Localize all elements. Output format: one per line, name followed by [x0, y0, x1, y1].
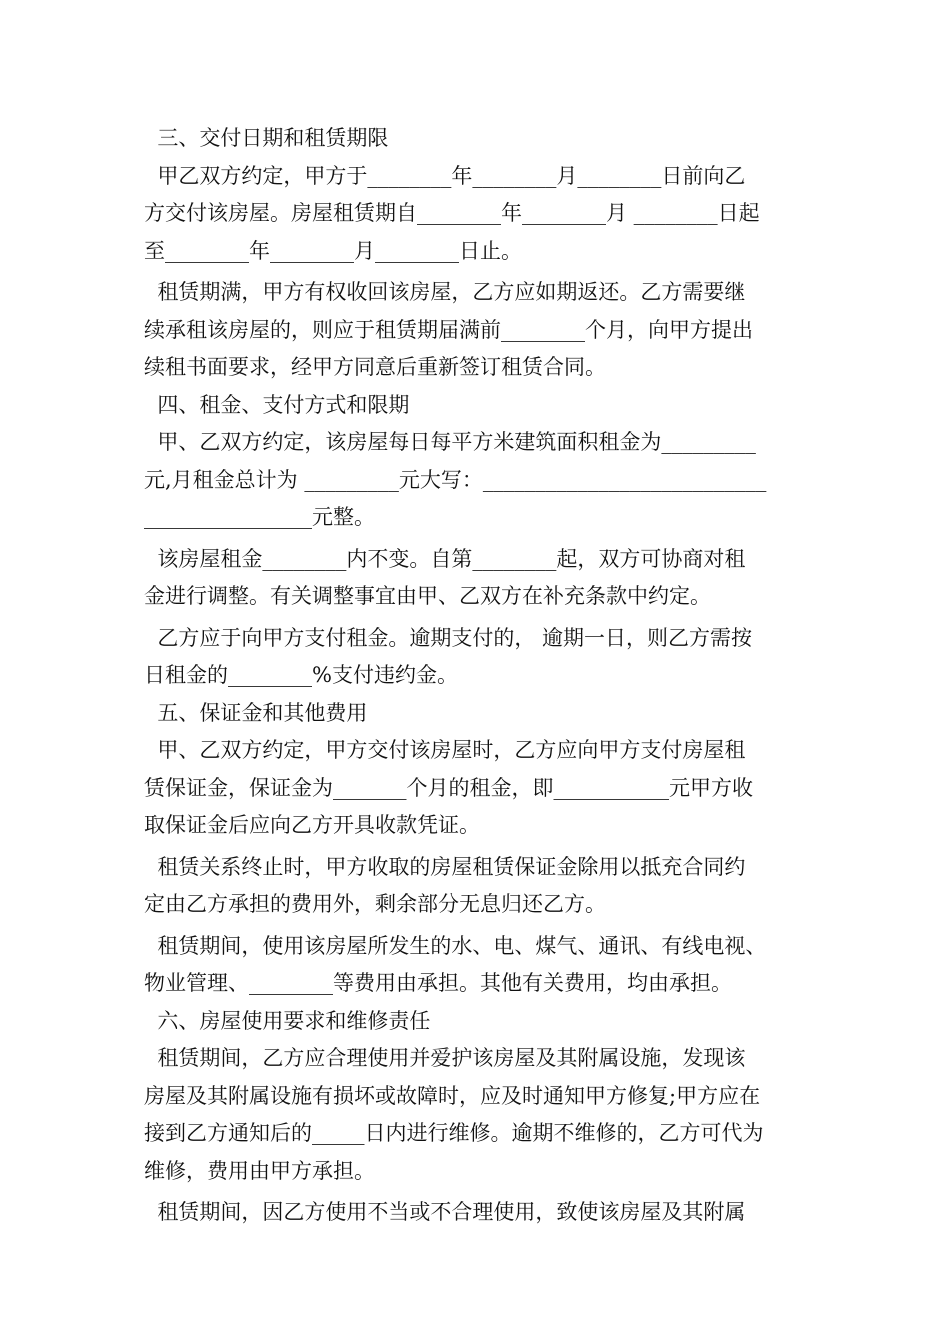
- paragraph-line: 该房屋租金________内不变。自第________起，双方可协商对租: [144, 546, 746, 571]
- paragraph-line: 租赁期间，使用该房屋所发生的水、电、煤气、通讯、有线电视、: [144, 933, 767, 958]
- paragraph-line: 至________年________月________日止。: [144, 238, 522, 263]
- section-heading-5: 五、保证金和其他费用: [144, 700, 368, 725]
- paragraph-line: 甲、乙双方约定，该房屋每日每平方米建筑面积租金为_________: [144, 430, 756, 454]
- paragraph-line: 金进行调整。有关调整事宜由甲、乙双方在补充条款中约定。: [144, 584, 711, 608]
- document-body: [144, 120, 812, 1232]
- section-heading-6: 六、房屋使用要求和维修责任: [144, 1008, 431, 1033]
- paragraph-line: 维修，费用由甲方承担。: [144, 1158, 375, 1183]
- paragraph-line: 租赁关系终止时，甲方收取的房屋租赁保证金除用以抵充合同约: [144, 854, 746, 879]
- paragraph-line: 租赁期间，因乙方使用不当或不合理使用，致使该房屋及其附属: [144, 1200, 746, 1224]
- paragraph-line: 租赁期间，乙方应合理使用并爱护该房屋及其附属设施，发现该: [144, 1046, 746, 1070]
- paragraph-line: 物业管理、________等费用由承担。其他有关费用，均由承担。: [144, 971, 732, 995]
- section-heading-4: 四、租金、支付方式和限期: [144, 392, 410, 417]
- paragraph-line: 乙方应于向甲方支付租金。逾期支付的， 逾期一日，则乙方需按: [144, 625, 753, 650]
- paragraph-line: 续租书面要求，经甲方同意后重新签订租赁合同。: [144, 355, 606, 379]
- paragraph-line: 接到乙方通知后的_____日内进行维修。逾期不维修的，乙方可代为: [144, 1121, 764, 1145]
- paragraph-line: 定由乙方承担的费用外，剩余部分无息归还乙方。: [144, 892, 606, 916]
- paragraph-line: 续承租该房屋的，则应于租赁期届满前________个月，向甲方提出: [144, 317, 753, 342]
- paragraph-line: 甲乙双方约定，甲方于________年________月________日前向乙: [144, 163, 746, 188]
- paragraph-line: 房屋及其附属设施有损坏或故障时，应及时通知甲方修复;甲方应在: [144, 1083, 761, 1108]
- paragraph-line: ________________元整。: [144, 505, 375, 529]
- paragraph-line: 甲、乙双方约定，甲方交付该房屋时，乙方应向甲方支付房屋租: [144, 738, 746, 762]
- paragraph-line: 取保证金后应向乙方开具收款凭证。: [144, 813, 480, 837]
- paragraph-line: 赁保证金，保证金为_______个月的租金，即___________元甲方收: [144, 775, 753, 800]
- paragraph-line: 元,月租金总计为 _________元大写：___________________________: [144, 467, 767, 492]
- paragraph-line: 方交付该房屋。房屋租赁期自________年________月 ________日起: [144, 201, 760, 225]
- paragraph-line: 日租金的________%支付违约金。: [144, 663, 458, 687]
- section-heading-3: 三、交付日期和租赁期限: [144, 126, 389, 150]
- paragraph-line: 租赁期满，甲方有权收回该房屋，乙方应如期返还。乙方需要继: [144, 280, 746, 304]
